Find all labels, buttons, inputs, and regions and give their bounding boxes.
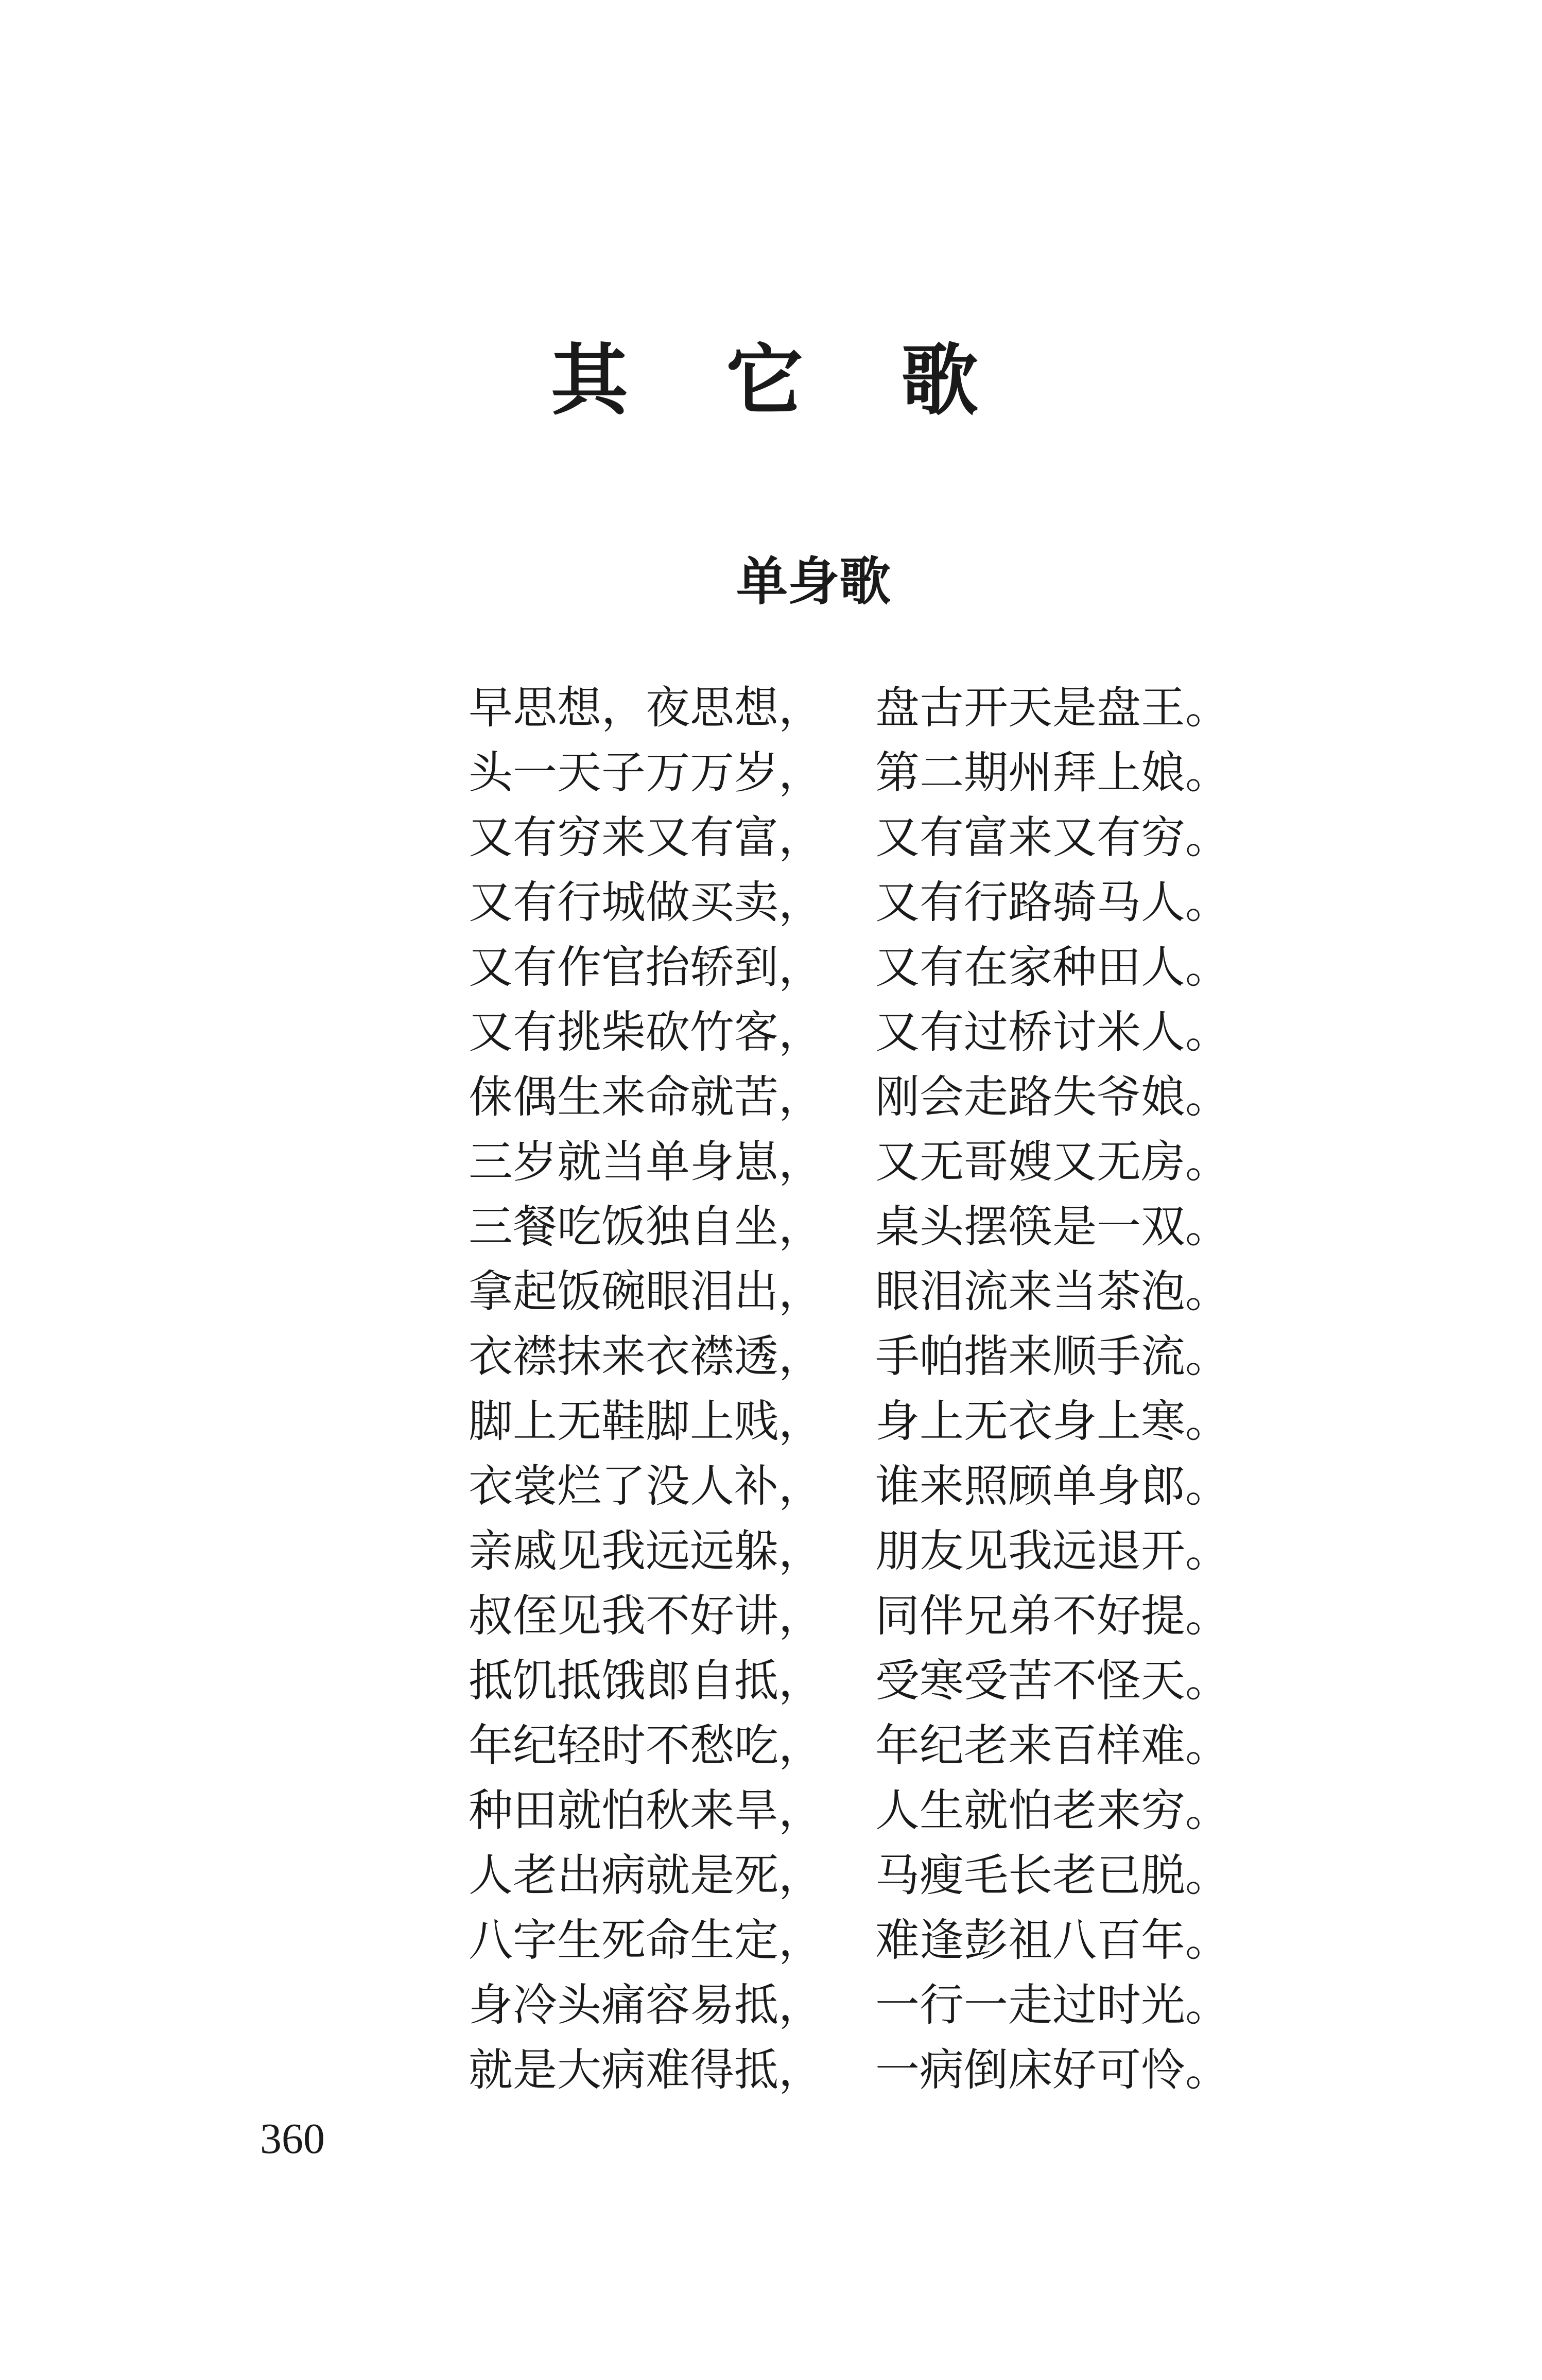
verse-line: [469, 740, 1241, 805]
verse-line-left: 又有挑柴砍竹客，: [469, 1006, 823, 1058]
verse-line: [469, 1065, 1241, 1130]
verse-line-right: 身上无衣身上寒。: [875, 1396, 1229, 1447]
verse-line-right: 朋友见我远退开。: [875, 1525, 1229, 1577]
verse-line-left: 年纪轻时不愁吃，: [469, 1720, 823, 1771]
verse-line-right: 马瘦毛长老已脱。: [875, 1850, 1229, 1901]
verse-line-right: 人生就怕老来穷。: [875, 1785, 1229, 1836]
song-title: 单身歌: [736, 551, 891, 612]
verse-line-right: 手帕揩来顺手流。: [875, 1331, 1229, 1382]
verse-line-right: 谁来照顾单身郎。: [875, 1461, 1229, 1512]
verse-list: [469, 675, 1241, 2103]
verse-line-right: 难逢彭祖八百年。: [875, 1915, 1229, 1966]
verse-line-right: 一病倒床好可怜。: [875, 2044, 1229, 2096]
verse-line-left: 又有作官抬轿到，: [469, 942, 823, 993]
page-number: 360: [260, 2115, 325, 2163]
verse-line-right: 又有在家种田人。: [875, 942, 1229, 993]
section-title: 其它歌: [550, 336, 1076, 426]
verse-line: [469, 1130, 1241, 1194]
verse-line-right: 桌头摆筷是一双。: [875, 1201, 1229, 1253]
verse-line-left: 头一天子万万岁，: [469, 747, 823, 798]
verse-line-right: 眼泪流来当茶泡。: [875, 1266, 1229, 1317]
verse-line-left: 八字生死命生定，: [469, 1915, 823, 1966]
verse-line-left: 抵饥抵饿郎自抵，: [469, 1655, 823, 1707]
verse-line-left: 俫偶生来命就苦，: [469, 1071, 823, 1123]
verse-line: [469, 1519, 1241, 1584]
verse-line-left: 衣裳烂了没人补，: [469, 1461, 823, 1512]
verse-line-left: 又有行城做买卖，: [469, 877, 823, 928]
verse-line-left: 人老出病就是死，: [469, 1850, 823, 1901]
verse-line-left: 又有穷来又有富，: [469, 812, 823, 863]
verse-line-right: 又无哥嫂又无房。: [875, 1136, 1229, 1188]
verse-line: [469, 870, 1241, 935]
verse-line: [469, 1000, 1241, 1065]
verse-line-left: 身冷头痛容易抵，: [469, 1979, 823, 2031]
verse-line-right: 又有行路骑马人。: [875, 877, 1229, 928]
verse-line: [469, 1389, 1241, 1454]
verse-line: [469, 1713, 1241, 1778]
verse-line-right: 刚会走路失爷娘。: [875, 1071, 1229, 1123]
verse-line: [469, 1908, 1241, 1973]
verse-line-left: 种田就怕秋来旱，: [469, 1785, 823, 1836]
verse-line-left: 衣襟抹来衣襟透，: [469, 1331, 823, 1382]
verse-line-left: 叔侄见我不好讲，: [469, 1590, 823, 1642]
verse-line-left: 三餐吃饭独自坐，: [469, 1201, 823, 1253]
verse-line-left: 拿起饭碗眼泪出，: [469, 1266, 823, 1317]
verse-line-left: 脚上无鞋脚上贱，: [469, 1396, 823, 1447]
verse-line-right: 又有过桥讨米人。: [875, 1006, 1229, 1058]
verse-line: [469, 1584, 1241, 1648]
verse-line: [469, 675, 1241, 740]
verse-line-right: 又有富来又有穷。: [875, 812, 1229, 863]
verse-line: [469, 805, 1241, 870]
verse-line-left: 就是大病难得抵，: [469, 2044, 823, 2096]
verse-line: [469, 1648, 1241, 1713]
verse-line: [469, 1194, 1241, 1259]
verse-line-left: 早思想，夜思想，: [469, 682, 823, 734]
verse-line-left: 亲戚见我远远躲，: [469, 1525, 823, 1577]
verse-line: [469, 2038, 1241, 2103]
verse-line: [469, 1454, 1241, 1519]
verse-line: [469, 1973, 1241, 2038]
verse-line-left: 三岁就当单身崽，: [469, 1136, 823, 1188]
verse-line: [469, 1843, 1241, 1908]
verse-line-right: 年纪老来百样难。: [875, 1720, 1229, 1771]
verse-line-right: 受寒受苦不怪天。: [875, 1655, 1229, 1707]
verse-line: [469, 1259, 1241, 1324]
verse-line-right: 一行一走过时光。: [875, 1979, 1229, 2031]
verse-line: [469, 1778, 1241, 1843]
verse-line-right: 盘古开天是盘王。: [875, 682, 1229, 734]
verse-line: [469, 935, 1241, 1000]
verse-line-right: 第二期州拜上娘。: [875, 747, 1229, 798]
verse-line: [469, 1324, 1241, 1389]
verse-line-right: 同伴兄弟不好提。: [875, 1590, 1229, 1642]
